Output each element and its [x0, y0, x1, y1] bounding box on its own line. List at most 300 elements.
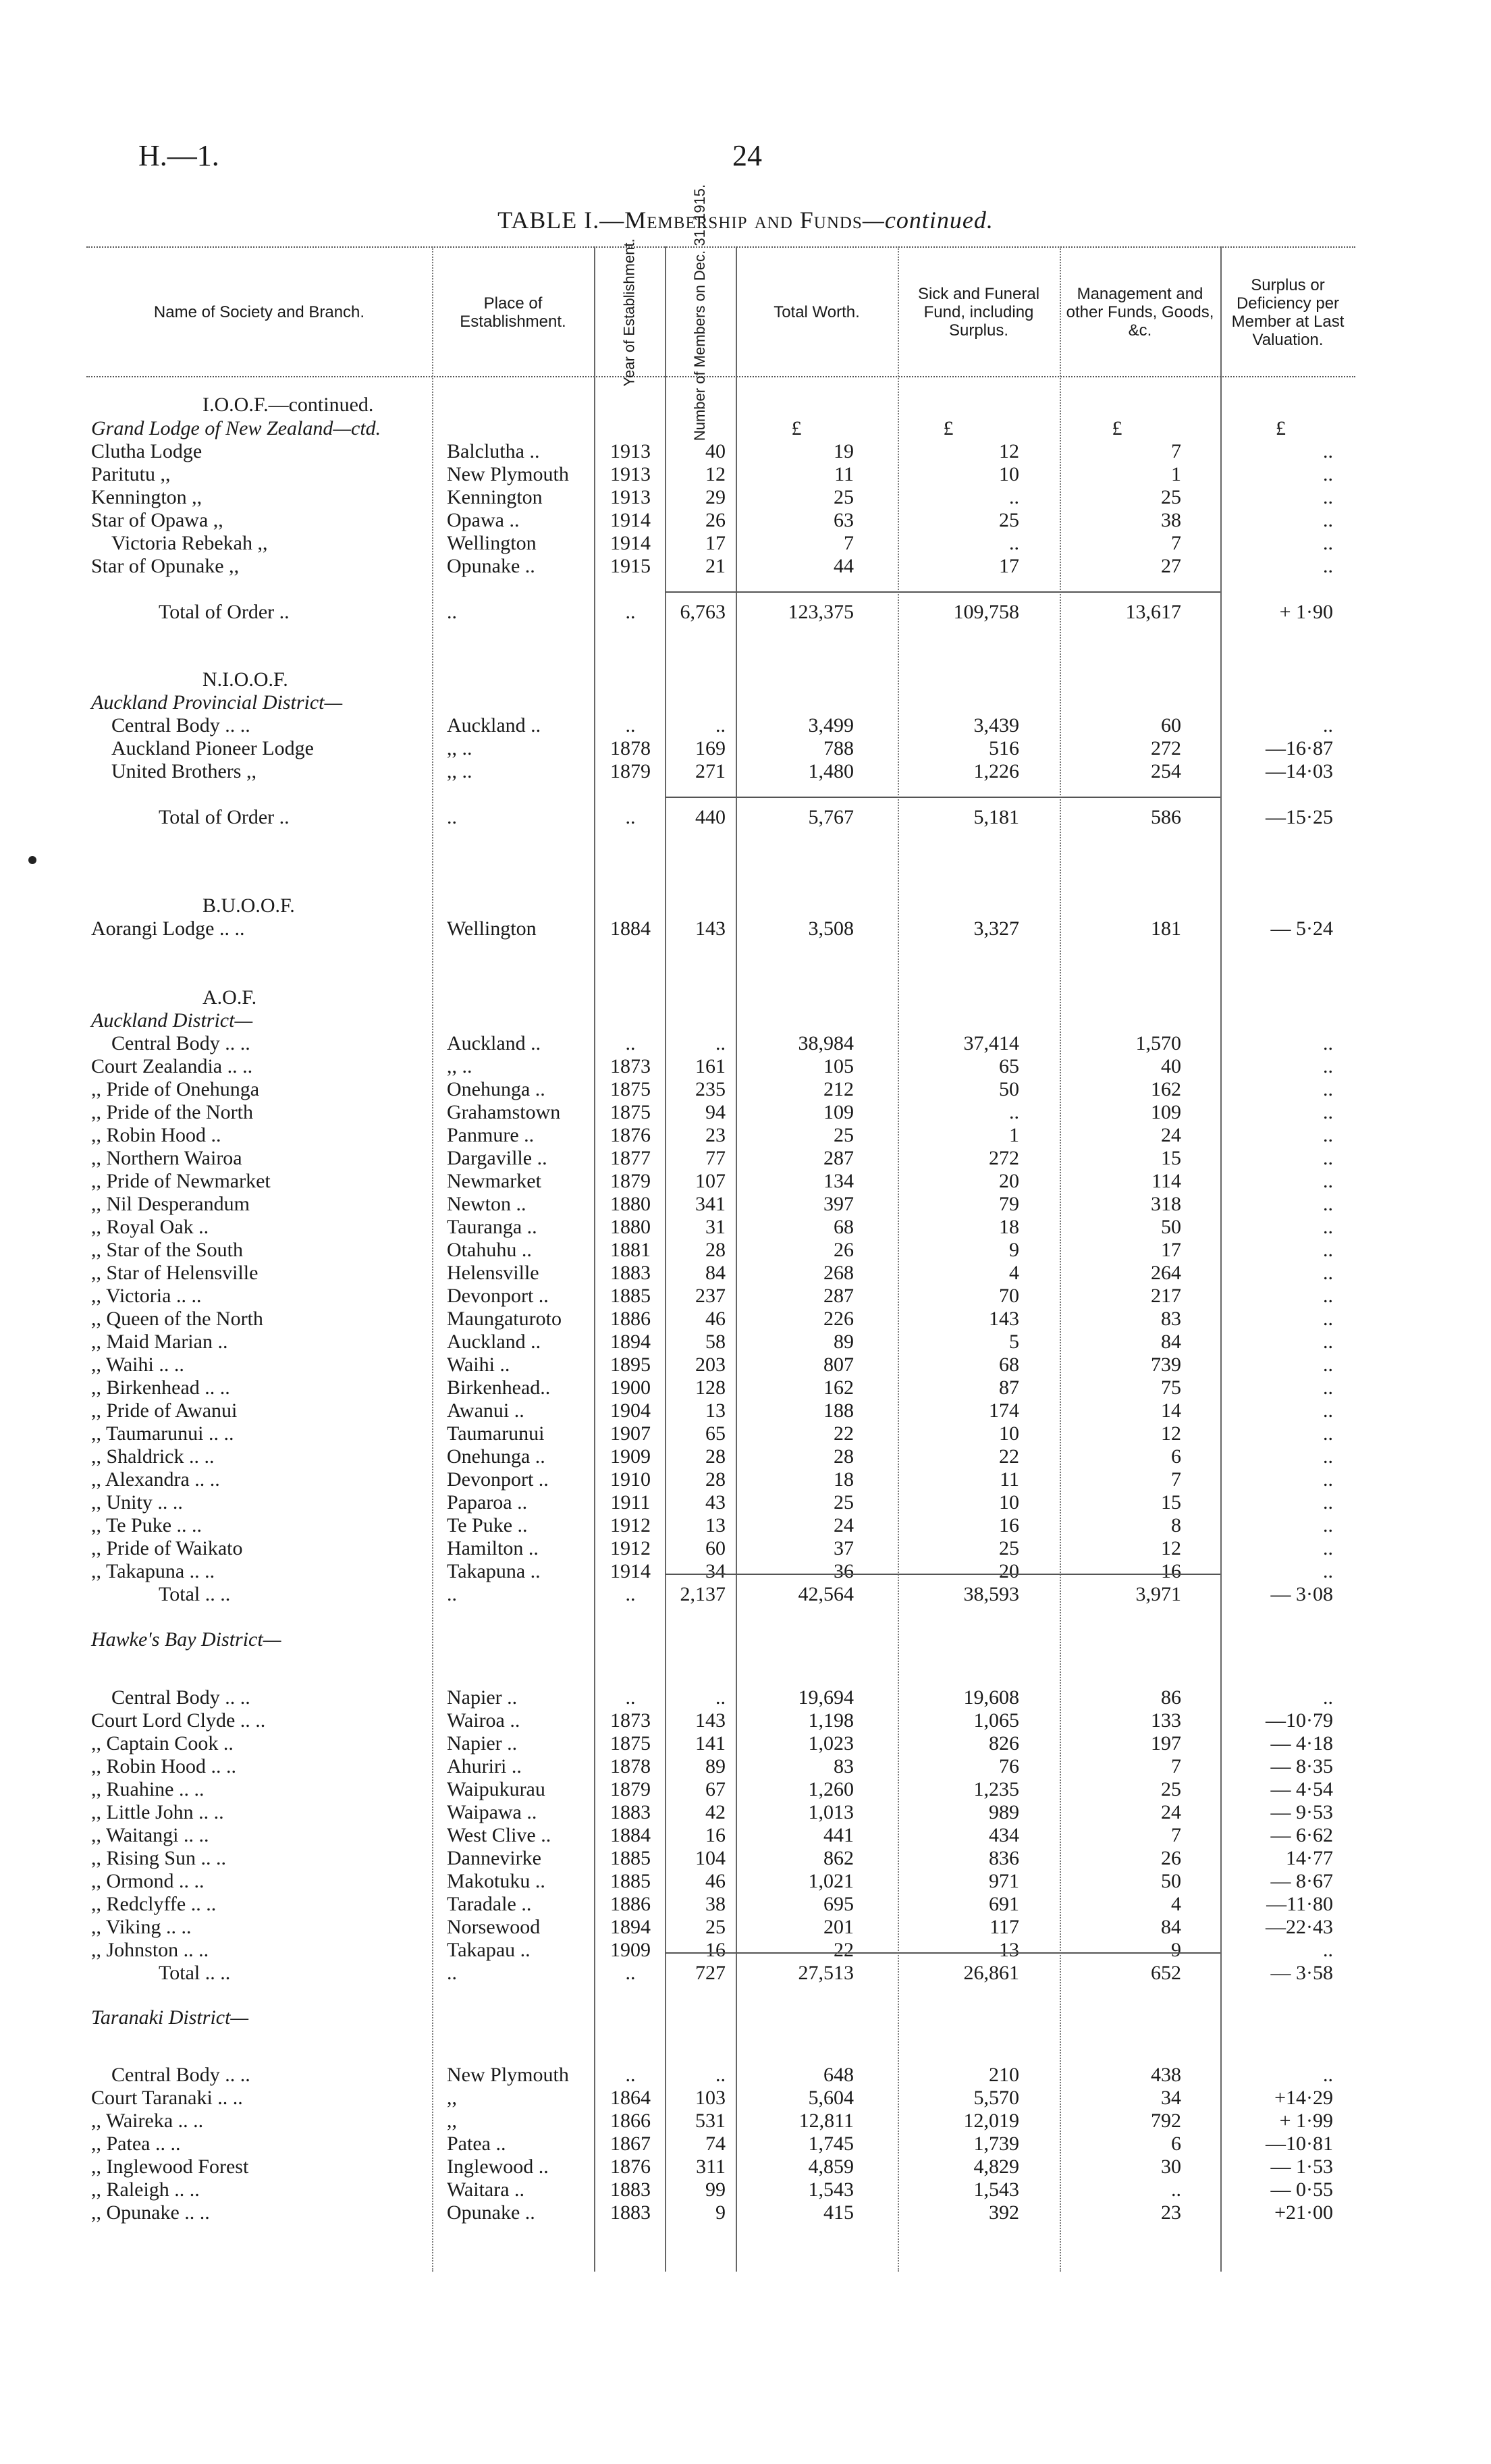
management-fund-cell: ..	[1171, 2178, 1181, 2201]
place-cell: Tauranga ..	[447, 1216, 537, 1238]
table-row	[0, 1732, 1491, 1755]
sick-fund-cell: 4	[1009, 1262, 1019, 1284]
total-worth-cell: 7	[844, 532, 854, 554]
society-heading-row	[0, 986, 1491, 1009]
year-cell: 1913	[610, 486, 651, 508]
district-heading-row	[0, 1009, 1491, 1032]
place-cell: Takapuna ..	[447, 1560, 541, 1582]
table-row	[0, 2133, 1491, 2155]
surplus-cell: ..	[1323, 1032, 1333, 1054]
total-worth-cell: 18	[834, 1468, 854, 1491]
management-fund-cell: 60	[1161, 714, 1181, 736]
surplus-cell: ..	[1323, 555, 1333, 577]
total-worth-cell: 1,021	[808, 1870, 854, 1892]
members-cell: 16	[705, 1824, 726, 1846]
total-rule	[1060, 591, 1220, 593]
total-worth-cell: 63	[834, 509, 854, 531]
members-cell: 107	[695, 1170, 726, 1192]
management-fund-cell: 162	[1151, 1078, 1181, 1100]
surplus-cell: +21·00	[1274, 2201, 1333, 2224]
year-cell: 1875	[610, 1078, 651, 1100]
column-header-surplus: Surplus or Deficiency per Member at Last Valuation.	[1231, 275, 1345, 349]
table-row	[0, 1399, 1491, 1422]
table-row	[0, 1514, 1491, 1537]
management-fund-cell: 114	[1151, 1170, 1181, 1192]
management-fund-cell: 38	[1161, 509, 1181, 531]
management-fund-cell: 27	[1161, 555, 1181, 577]
year-cell: ..	[625, 601, 636, 623]
sick-fund-cell: 143	[989, 1308, 1019, 1330]
year-cell: 1878	[610, 737, 651, 759]
branch-name: ,, Shaldrick .. ..	[91, 1445, 215, 1468]
surplus-cell: ..	[1323, 1193, 1333, 1215]
members-cell: 13	[705, 1514, 726, 1536]
total-worth-cell: 287	[823, 1285, 854, 1307]
sick-fund-cell: 10	[999, 463, 1019, 485]
members-cell: 42	[705, 1801, 726, 1823]
management-fund-cell: 16	[1161, 1560, 1181, 1582]
members-cell: 28	[705, 1468, 726, 1491]
total-worth-cell: 5,604	[808, 2087, 854, 2109]
total-row	[0, 806, 1491, 829]
surplus-cell: ..	[1323, 1445, 1333, 1468]
total-worth-cell: 83	[834, 1755, 854, 1777]
table-row	[0, 1354, 1491, 1376]
year-cell: 1883	[610, 2178, 651, 2201]
year-cell: 1864	[610, 2087, 651, 2109]
column-header-mgmt: Management and other Funds, Goods, &c.	[1066, 285, 1214, 340]
currency-sick: £	[943, 417, 954, 439]
branch-name: ,, Taumarunui .. ..	[91, 1422, 234, 1445]
management-fund-cell: 26	[1161, 1847, 1181, 1869]
year-cell: 1873	[610, 1709, 651, 1732]
members-cell: ..	[715, 714, 726, 736]
surplus-cell: ..	[1323, 486, 1333, 508]
table-row	[0, 2155, 1491, 2178]
place-cell: Opunake ..	[447, 2201, 535, 2224]
year-cell: 1876	[610, 2155, 651, 2178]
branch-name: ,, Pride of Waikato	[91, 1537, 243, 1559]
members-cell: 6,763	[680, 601, 726, 623]
total-worth-cell: 25	[834, 1491, 854, 1514]
sick-fund-cell: ..	[1009, 486, 1019, 508]
branch-name: ,, Nil Desperandum	[91, 1193, 250, 1215]
sick-fund-cell: 5,570	[973, 2087, 1019, 2109]
branch-name: ,, Takapuna .. ..	[91, 1560, 215, 1582]
header-top-rule	[86, 246, 1355, 248]
surplus-cell: ..	[1323, 1376, 1333, 1399]
total-rule	[1060, 797, 1220, 798]
management-fund-cell: 7	[1171, 1755, 1181, 1777]
total-rule	[736, 1952, 898, 1954]
column-header-name: Name of Society and Branch.	[153, 303, 365, 321]
sick-fund-cell: 26,861	[963, 1962, 1019, 1984]
management-fund-cell: 9	[1171, 1939, 1181, 1961]
surplus-cell: ..	[1323, 1101, 1333, 1123]
surplus-cell: ..	[1323, 1399, 1333, 1422]
surplus-cell: ..	[1323, 509, 1333, 531]
members-cell: 25	[705, 1916, 726, 1938]
branch-name: Total .. ..	[159, 1583, 231, 1605]
total-worth-cell: 1,023	[808, 1732, 854, 1755]
surplus-cell: ..	[1323, 1239, 1333, 1261]
year-cell: 1880	[610, 1193, 651, 1215]
branch-name: ,, Queen of the North	[91, 1308, 263, 1330]
surplus-cell: ..	[1323, 1354, 1333, 1376]
year-cell: ..	[625, 1962, 636, 1984]
management-fund-cell: 6	[1171, 1445, 1181, 1468]
table-row	[0, 1193, 1491, 1216]
place-cell: Birkenhead..	[447, 1376, 551, 1399]
table-row	[0, 917, 1491, 940]
management-fund-cell: 15	[1161, 1491, 1181, 1514]
surplus-cell: — 6·62	[1270, 1824, 1333, 1846]
page-number: 24	[732, 139, 762, 172]
bullet-mark	[28, 856, 36, 864]
year-cell: 1909	[610, 1939, 651, 1961]
place-cell: Wellington	[447, 532, 537, 554]
total-worth-cell: 25	[834, 1124, 854, 1146]
total-worth-cell: 105	[823, 1055, 854, 1077]
branch-name: ,, Waihi .. ..	[91, 1354, 184, 1376]
branch-name: Court Taranaki .. ..	[91, 2087, 243, 2109]
branch-name: Aorangi Lodge .. ..	[91, 917, 245, 940]
sick-fund-cell: 5	[1009, 1331, 1019, 1353]
place-cell: Auckland ..	[447, 714, 541, 736]
sick-fund-cell: 50	[999, 1078, 1019, 1100]
sick-fund-cell: 25	[999, 509, 1019, 531]
year-cell: 1873	[610, 1055, 651, 1077]
place-cell: Te Puke ..	[447, 1514, 528, 1536]
total-worth-cell: 441	[823, 1824, 854, 1846]
surplus-cell: ..	[1323, 1170, 1333, 1192]
place-cell: Devonport ..	[447, 1285, 549, 1307]
year-cell: 1867	[610, 2133, 651, 2155]
members-cell: 67	[705, 1778, 726, 1800]
branch-name: ,, Te Puke .. ..	[91, 1514, 202, 1536]
table-row	[0, 1124, 1491, 1147]
surplus-cell: — 4·54	[1270, 1778, 1333, 1800]
place-cell: ..	[447, 1962, 457, 1984]
place-cell: ,, ..	[447, 737, 472, 759]
table-row	[0, 1686, 1491, 1709]
table-row	[0, 463, 1491, 486]
year-cell: 1915	[610, 555, 651, 577]
members-cell: 727	[695, 1962, 726, 1984]
members-cell: 23	[705, 1124, 726, 1146]
total-worth-cell: 109	[823, 1101, 854, 1123]
total-worth-cell: 5,767	[808, 806, 854, 828]
currency-worth: £	[791, 417, 802, 439]
management-fund-cell: 25	[1161, 1778, 1181, 1800]
total-worth-cell: 24	[834, 1514, 854, 1536]
place-cell: New Plymouth	[447, 2064, 569, 2086]
place-cell: Taradale ..	[447, 1893, 532, 1915]
total-worth-cell: 38,984	[798, 1032, 854, 1054]
place-cell: New Plymouth	[447, 463, 569, 485]
members-cell: 99	[705, 2178, 726, 2201]
table-title-main: Membership and Funds	[624, 207, 863, 234]
surplus-cell: ..	[1323, 1468, 1333, 1491]
table-row	[0, 1262, 1491, 1285]
total-worth-cell: 36	[834, 1560, 854, 1582]
sick-fund-cell: 516	[989, 737, 1019, 759]
total-rule	[736, 591, 898, 593]
place-cell: Takapau ..	[447, 1939, 531, 1961]
surplus-cell: + 1·99	[1279, 2110, 1333, 2132]
table-row	[0, 1216, 1491, 1239]
members-cell: 28	[705, 1239, 726, 1261]
management-fund-cell: 438	[1151, 2064, 1181, 2086]
branch-name: Star of Opawa ,,	[91, 509, 223, 531]
branch-name: ,, Viking .. ..	[91, 1916, 192, 1938]
total-worth-cell: 1,543	[808, 2178, 854, 2201]
members-cell: 12	[705, 463, 726, 485]
sick-fund-cell: 38,593	[963, 1583, 1019, 1605]
management-fund-cell: 7	[1171, 532, 1181, 554]
district-heading-row	[0, 2006, 1491, 2029]
total-rule	[898, 591, 1060, 593]
table-row	[0, 486, 1491, 509]
total-worth-cell: 226	[823, 1308, 854, 1330]
total-worth-cell: 397	[823, 1193, 854, 1215]
total-worth-cell: 22	[834, 1939, 854, 1961]
currency-surplus: £	[1276, 417, 1286, 439]
surplus-cell: — 8·35	[1270, 1755, 1333, 1777]
sick-fund-cell: 1,739	[973, 2133, 1019, 2155]
management-fund-cell: 83	[1161, 1308, 1181, 1330]
surplus-cell: — 3·08	[1270, 1583, 1333, 1605]
place-cell: ..	[447, 601, 457, 623]
total-worth-cell: 123,375	[788, 601, 854, 623]
sick-fund-cell: 210	[989, 2064, 1019, 2086]
year-cell: 1912	[610, 1537, 651, 1559]
place-cell: Grahamstown	[447, 1101, 561, 1123]
management-fund-cell: 181	[1151, 917, 1181, 940]
total-worth-cell: 807	[823, 1354, 854, 1376]
table-row	[0, 1537, 1491, 1560]
place-cell: Hamilton ..	[447, 1537, 539, 1559]
total-row	[0, 1583, 1491, 1606]
sick-fund-cell: 5,181	[973, 806, 1019, 828]
total-worth-cell: 68	[834, 1216, 854, 1238]
sick-fund-cell: 76	[999, 1755, 1019, 1777]
total-worth-cell: 25	[834, 486, 854, 508]
sick-fund-cell: 1,543	[973, 2178, 1019, 2201]
members-cell: 341	[695, 1193, 726, 1215]
branch-name: ,, Johnston .. ..	[91, 1939, 209, 1961]
society-heading-row	[0, 668, 1491, 691]
place-cell: Newton ..	[447, 1193, 526, 1215]
surplus-cell: ..	[1323, 1124, 1333, 1146]
total-worth-cell: 287	[823, 1147, 854, 1169]
sick-fund-cell: 22	[999, 1445, 1019, 1468]
total-rule	[665, 1952, 736, 1954]
sick-fund-cell: 17	[999, 555, 1019, 577]
branch-name: ,, Unity .. ..	[91, 1491, 183, 1514]
branch-name: Grand Lodge of New Zealand—ctd.	[91, 417, 381, 439]
members-cell: 271	[695, 760, 726, 782]
year-cell: 1884	[610, 917, 651, 940]
management-fund-cell: 1	[1171, 463, 1181, 485]
place-cell: ,, ..	[447, 760, 472, 782]
management-fund-cell: 652	[1151, 1962, 1181, 1984]
branch-name: Central Body .. ..	[111, 2064, 250, 2086]
branch-name: ,, Robin Hood ..	[91, 1124, 221, 1146]
year-cell: 1909	[610, 1445, 651, 1468]
total-rule	[898, 1574, 1060, 1575]
place-cell: Opunake ..	[447, 555, 535, 577]
branch-name: ,, Northern Wairoa	[91, 1147, 242, 1169]
year-cell: 1885	[610, 1285, 651, 1307]
surplus-cell: — 3·58	[1270, 1962, 1333, 1984]
branch-name: I.O.O.F.—continued.	[202, 394, 374, 416]
members-cell: 40	[705, 440, 726, 462]
management-fund-cell: 197	[1151, 1732, 1181, 1755]
members-cell: 46	[705, 1308, 726, 1330]
total-worth-cell: 19,694	[798, 1686, 854, 1709]
total-rule	[898, 1952, 1060, 1954]
place-cell: Wairoa ..	[447, 1709, 520, 1732]
surplus-cell: ..	[1323, 1514, 1333, 1536]
year-cell: 1913	[610, 463, 651, 485]
sick-fund-cell: 87	[999, 1376, 1019, 1399]
year-cell: 1883	[610, 2201, 651, 2224]
place-cell: Norsewood	[447, 1916, 541, 1938]
column-header-members	[665, 184, 736, 441]
total-rule	[736, 797, 898, 798]
management-fund-cell: 1,570	[1135, 1032, 1181, 1054]
members-cell: 440	[695, 806, 726, 828]
sick-fund-cell: 971	[989, 1870, 1019, 1892]
year-cell: 1900	[610, 1376, 651, 1399]
place-cell: Makotuku ..	[447, 1870, 545, 1892]
members-cell: 77	[705, 1147, 726, 1169]
management-fund-cell: 4	[1171, 1893, 1181, 1915]
year-cell: ..	[625, 1032, 636, 1054]
table-row	[0, 2087, 1491, 2110]
management-fund-cell: 217	[1151, 1285, 1181, 1307]
sick-fund-cell: 9	[1009, 1239, 1019, 1261]
table-row	[0, 1422, 1491, 1445]
total-worth-cell: 788	[823, 737, 854, 759]
year-cell: 1883	[610, 1801, 651, 1823]
management-fund-cell: 15	[1161, 1147, 1181, 1169]
surplus-cell: ..	[1323, 1686, 1333, 1709]
column-header-place: Place of Establishment.	[460, 294, 566, 331]
table-title-prefix: TABLE I.—	[497, 207, 625, 234]
surplus-cell: ..	[1323, 532, 1333, 554]
surplus-cell: — 1·53	[1270, 2155, 1333, 2178]
branch-name: ,, Redclyffe .. ..	[91, 1893, 217, 1915]
management-fund-cell: 84	[1161, 1331, 1181, 1353]
surplus-cell: —11·80	[1266, 1893, 1333, 1915]
society-heading-row	[0, 394, 1491, 417]
management-fund-cell: 272	[1151, 737, 1181, 759]
surplus-cell: — 4·18	[1270, 1732, 1333, 1755]
year-cell: 1876	[610, 1124, 651, 1146]
society-heading-row	[0, 894, 1491, 917]
management-fund-cell: 109	[1151, 1101, 1181, 1123]
place-cell: ,,	[447, 2087, 457, 2109]
branch-name: ,, Pride of Awanui	[91, 1399, 238, 1422]
surplus-cell: ..	[1323, 1308, 1333, 1330]
year-cell: 1911	[610, 1491, 651, 1514]
table-row	[0, 1468, 1491, 1491]
table-row	[0, 532, 1491, 555]
total-worth-cell: 44	[834, 555, 854, 577]
management-fund-cell: 86	[1161, 1686, 1181, 1709]
year-cell: 1884	[610, 1824, 651, 1846]
surplus-cell: —14·03	[1266, 760, 1333, 782]
district-heading-row	[0, 691, 1491, 714]
members-cell: 26	[705, 509, 726, 531]
management-fund-cell: 7	[1171, 1468, 1181, 1491]
year-cell: 1904	[610, 1399, 651, 1422]
surplus-cell: — 9·53	[1270, 1801, 1333, 1823]
branch-name: Clutha Lodge	[91, 440, 202, 462]
table-row	[0, 1101, 1491, 1124]
branch-name: B.U.O.O.F.	[202, 894, 295, 917]
total-worth-cell: 201	[823, 1916, 854, 1938]
management-fund-cell: 739	[1151, 1354, 1181, 1376]
members-cell: 2,137	[680, 1583, 726, 1605]
management-fund-cell: 13,617	[1125, 601, 1181, 623]
branch-name: ,, Robin Hood .. ..	[91, 1755, 237, 1777]
year-cell: 1880	[610, 1216, 651, 1238]
members-cell: 103	[695, 2087, 726, 2109]
table-row	[0, 1801, 1491, 1824]
members-cell: 34	[705, 1560, 726, 1582]
table-row	[0, 1032, 1491, 1055]
total-worth-cell: 89	[834, 1331, 854, 1353]
sick-fund-cell: 19,608	[963, 1686, 1019, 1709]
surplus-cell: —22·43	[1266, 1916, 1333, 1938]
surplus-cell: — 0·55	[1270, 2178, 1333, 2201]
sick-fund-cell: 392	[989, 2201, 1019, 2224]
surplus-cell: ..	[1323, 1216, 1333, 1238]
members-cell: 311	[696, 2155, 726, 2178]
sick-fund-cell: 18	[999, 1216, 1019, 1238]
sick-fund-cell: 25	[999, 1537, 1019, 1559]
branch-name: Central Body .. ..	[111, 1686, 250, 1709]
total-worth-cell: 695	[823, 1893, 854, 1915]
surplus-cell: —10·81	[1266, 2133, 1333, 2155]
branch-name: Central Body .. ..	[111, 714, 250, 736]
place-cell: Maungaturoto	[447, 1308, 562, 1330]
year-cell: 1881	[610, 1239, 651, 1261]
surplus-cell: ..	[1323, 1078, 1333, 1100]
total-worth-cell: 27,513	[798, 1962, 854, 1984]
sick-fund-cell: 434	[989, 1824, 1019, 1846]
sick-fund-cell: 1,235	[973, 1778, 1019, 1800]
year-cell: 1885	[610, 1847, 651, 1869]
total-worth-cell: 19	[834, 440, 854, 462]
column-header-year-text: Year of Establishment.	[620, 238, 638, 387]
total-worth-cell: 3,508	[808, 917, 854, 940]
place-cell: Napier ..	[447, 1686, 518, 1709]
table-row	[0, 1147, 1491, 1170]
place-cell: ,, ..	[447, 1055, 472, 1077]
management-fund-cell: 7	[1171, 440, 1181, 462]
management-fund-cell: 17	[1161, 1239, 1181, 1261]
branch-name: Court Zealandia .. ..	[91, 1055, 253, 1077]
members-cell: 161	[695, 1055, 726, 1077]
total-worth-cell: 22	[834, 1422, 854, 1445]
year-cell: 1914	[610, 509, 651, 531]
year-cell: 1912	[610, 1514, 651, 1536]
total-worth-cell: 11	[834, 463, 854, 485]
